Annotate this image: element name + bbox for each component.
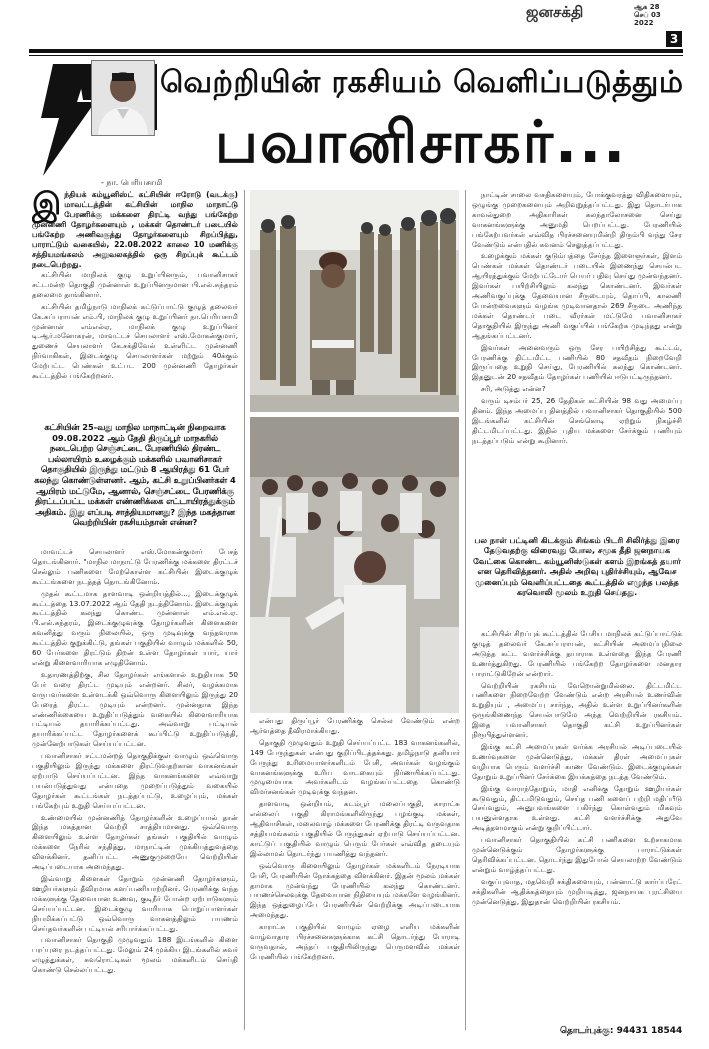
headline-kicker: வெற்றியின் ரகசியம் வெளிப்படுத்தும்: [160, 65, 684, 100]
column-1-bottom: [32, 547, 238, 1017]
paragraph: வகுப்புவாத, மதவெறி சக்திகளையும், பன்னாட்டு கார்ப்பரேட் சக்திகளின் ஆதிக்கத்தையும் முறியடித்து, ஜனநாயக புரட்சியை முன்னெடுத்து, இதுதான் வெற்றியின் ரகசியம்.: [472, 876, 682, 906]
issue-date-line: 2022: [634, 19, 654, 27]
column-divider: [244, 190, 245, 1030]
paragraph: இவர்கள் அனைவரும் ஒரு சேர பயிற்சித்து கூட்டம், பேரணிக்கு திட்டமிட்ட பணியில் 80 சதவீதம் நிறைவேறி இருப்பதை உறுதி செய்து, பேரணியில் கலந்து கொண்டனர். இதனுடன் 20 சதவீதம் தோழர்கள் பணியில் ஈடுபட்டிருந்தனர்.: [472, 342, 682, 382]
paragraph: என்பது திருப்பூர் பேரணிக்கு செல்ல வேண்டும் என்ற ஆர்வத்தை தீவிரமாக்கியது.: [250, 716, 460, 735]
paragraph: காராட்சு பகுதியில் வாழும் ஏழை எளிய மக்களின் வாழ்வாதார பிரச்சனைகளுக்காக கட்சி தொடர்ந்து போராடி வருவதால், அந்தப் பகுதியிலிருந்து பெருமளவில் மக்கள் பேரணியில் பங்கேற்றனர்.: [250, 922, 460, 961]
paragraph: பவானிசாகர் தொகுதி முழுவதும் 188 இடங்களில் கிளை பரப்புரை நடத்தப்பட்டது. மேலும் 24 முக்கிய இடங்களில் சுவர் எழுத்துக்கள், சுவரொட்டிகள் மூலம் மக்களிடம் செய்தி கொண்டு செல்லப்பட்டது.: [32, 935, 238, 975]
issue-date-line: ஆக 28: [634, 3, 660, 11]
byline: - நா. பெரியசாமி: [101, 178, 163, 187]
column-1-top: [32, 190, 238, 415]
paragraph: கட்சியின் தமிழ்நாடு மாநிலக் கட்டுப்பாட்டு குழுத் தலைவர் கே.சுப்பராயன் எம்.பி, மாநிலக் குழு உறுப்பினர் நா.பெரியசாமி முன்னாள் எம்எல்ஏ, மாநிலக் குழு உறுப்பினர் டி.ஆர்.மனோகரன், மாவட்டச் செயலாளர் எஸ்.மோகன்குமார், துணைச் செயலாளர் கே.சக்திவேல் உள்ளிட்ட முன்னணி நிர்வாகிகள், இடைக்குழு செயலாளர்கள் மற்றும் 40க்கும் மேற்பட்ட பெண்கள் உட்பட 200 முன்னணி தோழர்கள் கூட்டத்தில் பங்கேற்றனர்.: [32, 301, 238, 381]
column-3-top: [472, 190, 682, 532]
paragraph: வெற்றியின் ரகசியம் வேறொன்றுமில்லை. திட்டமிட்ட பணிகளை நிறைவேற்ற வேண்டும் என்ற அரசியல் உணர்வின் உறுதியும் , அமைப்பு சார்ந்த, அதில் உள்ள உறுப்பினர்களின் ஒருங்கிணைந்த செயல்பாடுமே அந்த வெற்றியின் ரகசியம். இதை பவானிசாகர் தொகுதி கட்சி உறுப்பினர்கள் நிரூபித்துள்ளனர்.: [472, 680, 682, 740]
paragraph: உண்மையில் முன்னணித் தோழர்களின் உழைப்பால் தான் இந்த மகத்தான வெற்றி சாத்தியமானது. ஒவ்வொரு கிளையிலும் உள்ள தோழர்கள் தங்கள் பகுதியில் வாழும் மக்களை நேரில் சந்தித்து, மாநாட்டின் முக்கியத்துவத்தை விளக்கினர். தனிப்பட்ட அணுகுமுறையே வெற்றியின் அடிப்படையாக அமைந்தது.: [32, 812, 238, 872]
cadets-parade-photo: [250, 190, 459, 412]
article-lead: [32, 190, 238, 270]
paragraph: கட்சியின் சிறப்புக் கூட்டத்தில் பேசிய மாநிலக் கட்டுப்பாட்டுக் குழுத் தலைவர் கே.சுப்பராயன், கட்சியின் அமைப்புநிலை அடுத்த கட்ட வளர்ச்சிக்கு தயாராக உள்ளதை இந்த பேரணி உணர்த்துகிறது. பேரணியில் பங்கேற்ற தோழர்களை மனதார பாராட்டுகிறேன் என்றார்.: [472, 629, 682, 678]
header-rule: [29, 49, 683, 53]
paragraph: பவானிசாகர் தொகுதியில் கட்சி பணிகளை உற்சாகமாக முன்னெடுக்கும் தோழர்களுக்கு பாராட்டுக்கள் தெரிவிக்கப்பட்டன. தொடர்ந்து இதுபோல் செயலாற்ற வேண்டும் என்றும் வாழ்த்தப்பட்டது.: [472, 835, 682, 874]
paragraph: வரும் டிசம்பர் 25, 26 தேதிகள் கட்சியின் 98 வது அமைப்பு தினம். இந்த அமைப்பு தினத்தில் பவானிசாகர் தொகுதியில் 500 இடங்களில் கட்சியின் செங்கொடி ஏற்றும் நிகழ்ச்சி திட்டமிடப்பட்டது. இதில் புதிய மக்களை சேர்க்கும் பணியும் நடத்தப்படும் என்று கூறினார்.: [472, 396, 682, 445]
paragraph: தொகுதி முழுவதும் உறுதி செய்யப்பட்ட 183 வாகனங்களில், 149 பேருந்துகள் என்பது குறிப்பிடத்தக்கது. தமிழ்நாடு தனியார் பேருந்து உரிமையாளர்களிடம் பேசி, அவர்கள் வழங்கும் வாகனங்களுக்கு உரிய வாடகையும் நிர்ணயிக்கப்பட்டது. முழுமையாக அவர்களிடம் வழங்கப்பட்டதை கொண்டு விமர்சனங்கள் முடிவுக்கு வந்தன.: [250, 737, 460, 797]
column-divider: [465, 190, 466, 1030]
paragraph: சரி, அடுத்து என்ன?: [481, 384, 546, 394]
masthead: [0, 0, 709, 50]
lead-text: ந்தியக் கம்யூனிஸ்ட் கட்சியின் ஈரோடு (வடக்கு) மாவட்டத்தின் கட்சியின் மாநில மாநாட்டு பேரணிக்கு மக்களை திரட்டி வந்து பங்கேற்ற முன்னணி தோழர்களையும் , மக்கள் தொண்டர் படையில் பங்கேற்ற அணிவகுத்து தோழர்களையும் சிறப்பித்து, பாராட்டும் வகையில், 22.08.2022 காலை 10 மணிக்கு சத்தியமங்கலம் அலுவலகத்தில் ஒரு சிறப்புக் கூட்டம் நடைபெற்றது.: [32, 190, 238, 269]
felicitation-meeting-photo: [250, 417, 459, 713]
author-block: [33, 60, 163, 187]
pull-quote-1: கட்சியின் 25-வது மாநில மாநாட்டின் நிறைவாக 09.08.2022 ஆம் தேதி திருப்பூர் மாநகரில் நடைபெற்ற செஞ்சட்டை பேரணியில் திரண்ட பல்லாயிரம் உழைக்கும் மக்களில் பவானிசாகர் தொகுதியில் இருந்து மட்டும் 8 ஆயிரத்து 61 பேர் கலந்து கொண்டுள்ளனர். ஆம், கட்சி உறுப்பினர்கள் 4 ஆயிரம் மட்டுமே, ஆனால், செஞ்சட்டை பேரணிக்கு திரட்டப்பட்ட மக்கள் எண்ணிக்கை எட்டாயிரத்துக்கும் அதிகம். இது எப்படி சாத்தியமானது? இந்த மகத்தான வெற்றியின் ரகசியம்தான் என்ன?: [34, 422, 236, 528]
contact-number: தொடர்புக்கு: 94431 18544: [560, 1026, 683, 1036]
paragraph: பவானிசாகர் சட்டமன்றத் தொகுதிக்குள் வாழும் ஒவ்வொரு பகுதியிலும் இருந்து மக்களை திரட்டுவதற்கான வாகனங்கள் ஏற்பாடு செய்யப்பட்டன. இந்த வாகனங்களை எவ்வாறு பயன்படுத்துவது என்பதை முறைப்படுத்தும் வகையில் தோழர்கள் கூட்டங்கள் நடத்தப்பட்டு, உழைப்பும், மக்கள் பங்கேற்பும் உறுதி செய்யப்பட்டன.: [32, 751, 238, 810]
drop-cap: இ: [32, 190, 62, 222]
paragraph: இவ்வாறு கிளைகள் தோறும் முன்னணி தோழர்களும், ஊழியர்களும் தீவிரமாக களப்பணியாற்றினர். பேரணிக்கு வந்த மக்களுக்கு தேவையான உணவு, குடிநீர் போன்ற ஏற்பாடுகளும் செய்யப்பட்டன. இடைக்குழு வாரியாக பொறுப்பாளர்கள் நியமிக்கப்பட்டு ஒவ்வொரு வாகனத்திலும் பயணம் செய்தவர்களின் பட்டியல் சரிபார்க்கப்பட்டது.: [32, 874, 238, 933]
issue-date: [634, 3, 661, 27]
paragraph: கட்சியின் மாநிலக் குழு உறுப்பினரும், பவானிசாகர் சட்டமன்ற தொகுதி முன்னாள் உறுப்பினருமான பி.எல்.சுந்தரம் தலைமை தாங்கினார்.: [32, 270, 238, 299]
author-photo: [91, 60, 155, 136]
header-rule-thin: [29, 55, 683, 56]
paragraph: இங்கு வாராந்தோறும், மாதி எனிக்கு தோறும் ஊழியர்கள் கூடுவதும், திட்டமிடுவதும், செய்த பணி களைப் பற்றி மதிப்பீடு செய்வதும், அனுபவங்களை பகிர்ந்து கொள்வதும் மிகவும் பயனுள்ளதாக உள்ளது. கட்சி வளர்ச்சிக்கு அதுவே அடித்தளமாகும் என்று குறிப்பிட்டார்.: [472, 783, 682, 833]
page-number: 3: [666, 31, 682, 47]
paper-name: ஜனசக்தி: [526, 3, 584, 21]
paragraph: நாட்டின் சாலை வசதிகளையும், போக்குவரத்து விதிகளையும், ஒழுங்கு முறைகளையும் அறிவுறுத்தப்பட்டது. இது தொடர்பாக காவல்துறை அதிகாரிகள் கலந்தாலோசனை செய்து வாகனங்களுக்கு அனுமதி பெறப்பட்டது. பேரணியில் பங்கேற்பவர்கள் எவ்வித பிரச்சனையுமின்றி திரும்பி வந்து சேர வேண்டும் என்பதில் கவனம் செலுத்தப்பட்டது.: [472, 190, 682, 249]
column-3-bottom: [472, 629, 682, 1029]
paragraph: இங்கு கட்சி அமைப்புகள் வர்க்க அரசியல் அடிப்படையில் உணர்வுகளை முன்னெடுத்து, மக்கள் திரள் அமைப்புகள் வழியாக பெரும் வளர்ச்சி காண வேண்டும். இடைக்குழுக்கள் தோறும் உறுப்பினர் சேர்க்கை இயக்கத்தை நடத்த வேண்டும்.: [472, 741, 682, 781]
paragraph: உழைக்கும் மக்கள் குடும்பத்தை சேர்ந்த இளைஞர்கள், இளம் பெண்கள் மக்கள் தொண்டர் படையில் இணைந்து செயல்பட ஆயிரத்துக்கும் மேற்பட்டோர் பெயர் பதிவு செய்து முன்வந்தனர். இவர்கள் பயிற்சியிலும் கலந்து கொண்டனர். இவர்கள் அணிவகுப்புக்கு தேவையான சீருடையும், தொப்பி, காலணி போன்றவைகளும் வழங்க முடிவானதால் 269 சீருடை அணிந்த மக்கள் தொண்டர் படை வீரர்கள் மட்டுமே பவானிசாகர் தொகுதியில் இருந்து அணி வகுப்பில் பங்கேற்க முடிந்தது என்று ஆதங்கப்பட்டனர்.: [472, 251, 682, 340]
paragraph: ஒவ்வொரு கிளையிலும் தோழர்கள் மக்களிடம் நேரடியாக பேசி, பேரணியின் நோக்கத்தை விளக்கினர். இதன் மூலம் மக்கள் தாமாக முன்வந்து பேரணியில் கலந்து கொண்டனர். பயணச்செலவுக்கு தேவையான நிதியையும் மக்களே வழங்கினர். இந்த ஒத்துழைப்பே பேரணியின் வெற்றிக்கு அடிப்படையாக அமைந்தது.: [250, 860, 460, 920]
paragraph: தாளவாடி ஒன்றியம், கடம்பூர் மலைப்பகுதி, காராட்சு எல்லைப் பகுதி கிராமங்களிலிருந்து பழங்குடி மக்கள், ஆதிவாசிகள், மலைவாழ் மக்களை பேரணிக்கு திரட்டி வருவதாக சத்தியமங்கலம் பகுதியில் பேருந்துகள் ஏற்பாடு செய்யப்பட்டன. காட்டுப் பகுதியில் வாழும் பெரும் பேர்கள் எவ்வித தடையும் இல்லாமல் தொடர்ந்து பயணித்து வந்தனர்.: [250, 799, 460, 858]
paragraph: மாவட்டச் செயலாளர் எஸ்.மோகன்குமார் பேசத் தொடங்கினார். "மாநில மாநாட்டு பேரணிக்கு மக்களை திரட்டச் செல்லும் பணிகளை மேற்கொள்ள கட்சியின் இடைக்குழுக் கூட்டங்களை நடத்தத் தொடங்கினோம்.: [32, 547, 238, 586]
pull-quote-2: பல நாள் பட்டினி கிடக்கும் சிங்கம் பிடரி சிலிர்த்து இரை தேடுவதற்கு விரைவது போல, சமூக தீதி ஜனநாயக வேட்கை கொண்ட கம்யூனிஸ்டுகள் களம் இறங்கத் தயார் என தெரிவித்தனர். அதில் அறிவு புதிர்ச்சியும், ஆவேச முனைப்பும் வெளிப்பட்டதை கூட்டத்தில் எழுந்த பலத்த கரவொலி மூலம் உறுதி செய்தது.: [473, 535, 681, 598]
paragraph: உதாரணத்திற்கு, சில தோழர்கள் எங்களால் உறுதியாக 50 பேர் வரை திரட்ட முடியும் என்றனர். சிலர், வழக்கமாக வருபவர்களை உள்ளடக்கி ஒவ்வொரு கிளையிலும் இருந்து 20 பேரைத் திரட்ட முடியும் என்றனர். முன்னதாக இந்த எண்ணிக்கையை உறுதிப்படுத்தும் வகையில் கிளைவாரியாக பட்டியல் தயாரிக்கப்பட்டது. அவ்வாறு பட்டியல் தயாரிக்கப்பட்ட தோழர்களைக் கூப்பிட்டு உறுதிப்படுத்தி, முன்னேற்பாடுகள் செய்யப்பட்டன.: [32, 669, 238, 749]
issue-date-line: செப் 03: [634, 11, 661, 19]
paragraph: முதல் கூட்டமாக தாளவாடி ஒன்றியத்தில்..., இடைக்குழுக் கூட்டத்தை 13.07.2022 ஆம் தேதி நடத்தினோம். இடைக்குழுக் கூட்டத்தில் கலந்து கொண்ட முன்னாள் எம்.எல்.ஏ. பி.எல்.சுந்தரம், இடைக்குழுவுக்கு தோழர்களின் கிளைகளை கவனித்து வரும் நிலையில், ஒரு முடிவுக்கு வந்தவராக கூட்டத்தில் குறுக்கிட்டு, தங்கள் பகுதியில் வாழும் மக்களில் 50, 60 பேர்களை திரட்டும் திறன் உள்ள தோழர்கள் யார், யார் என்று கிளைவாரியாக எழுதினோம்.: [32, 588, 238, 667]
headline-main: பவானிசாகர்...: [214, 108, 628, 176]
column-2-text: [250, 716, 460, 1036]
